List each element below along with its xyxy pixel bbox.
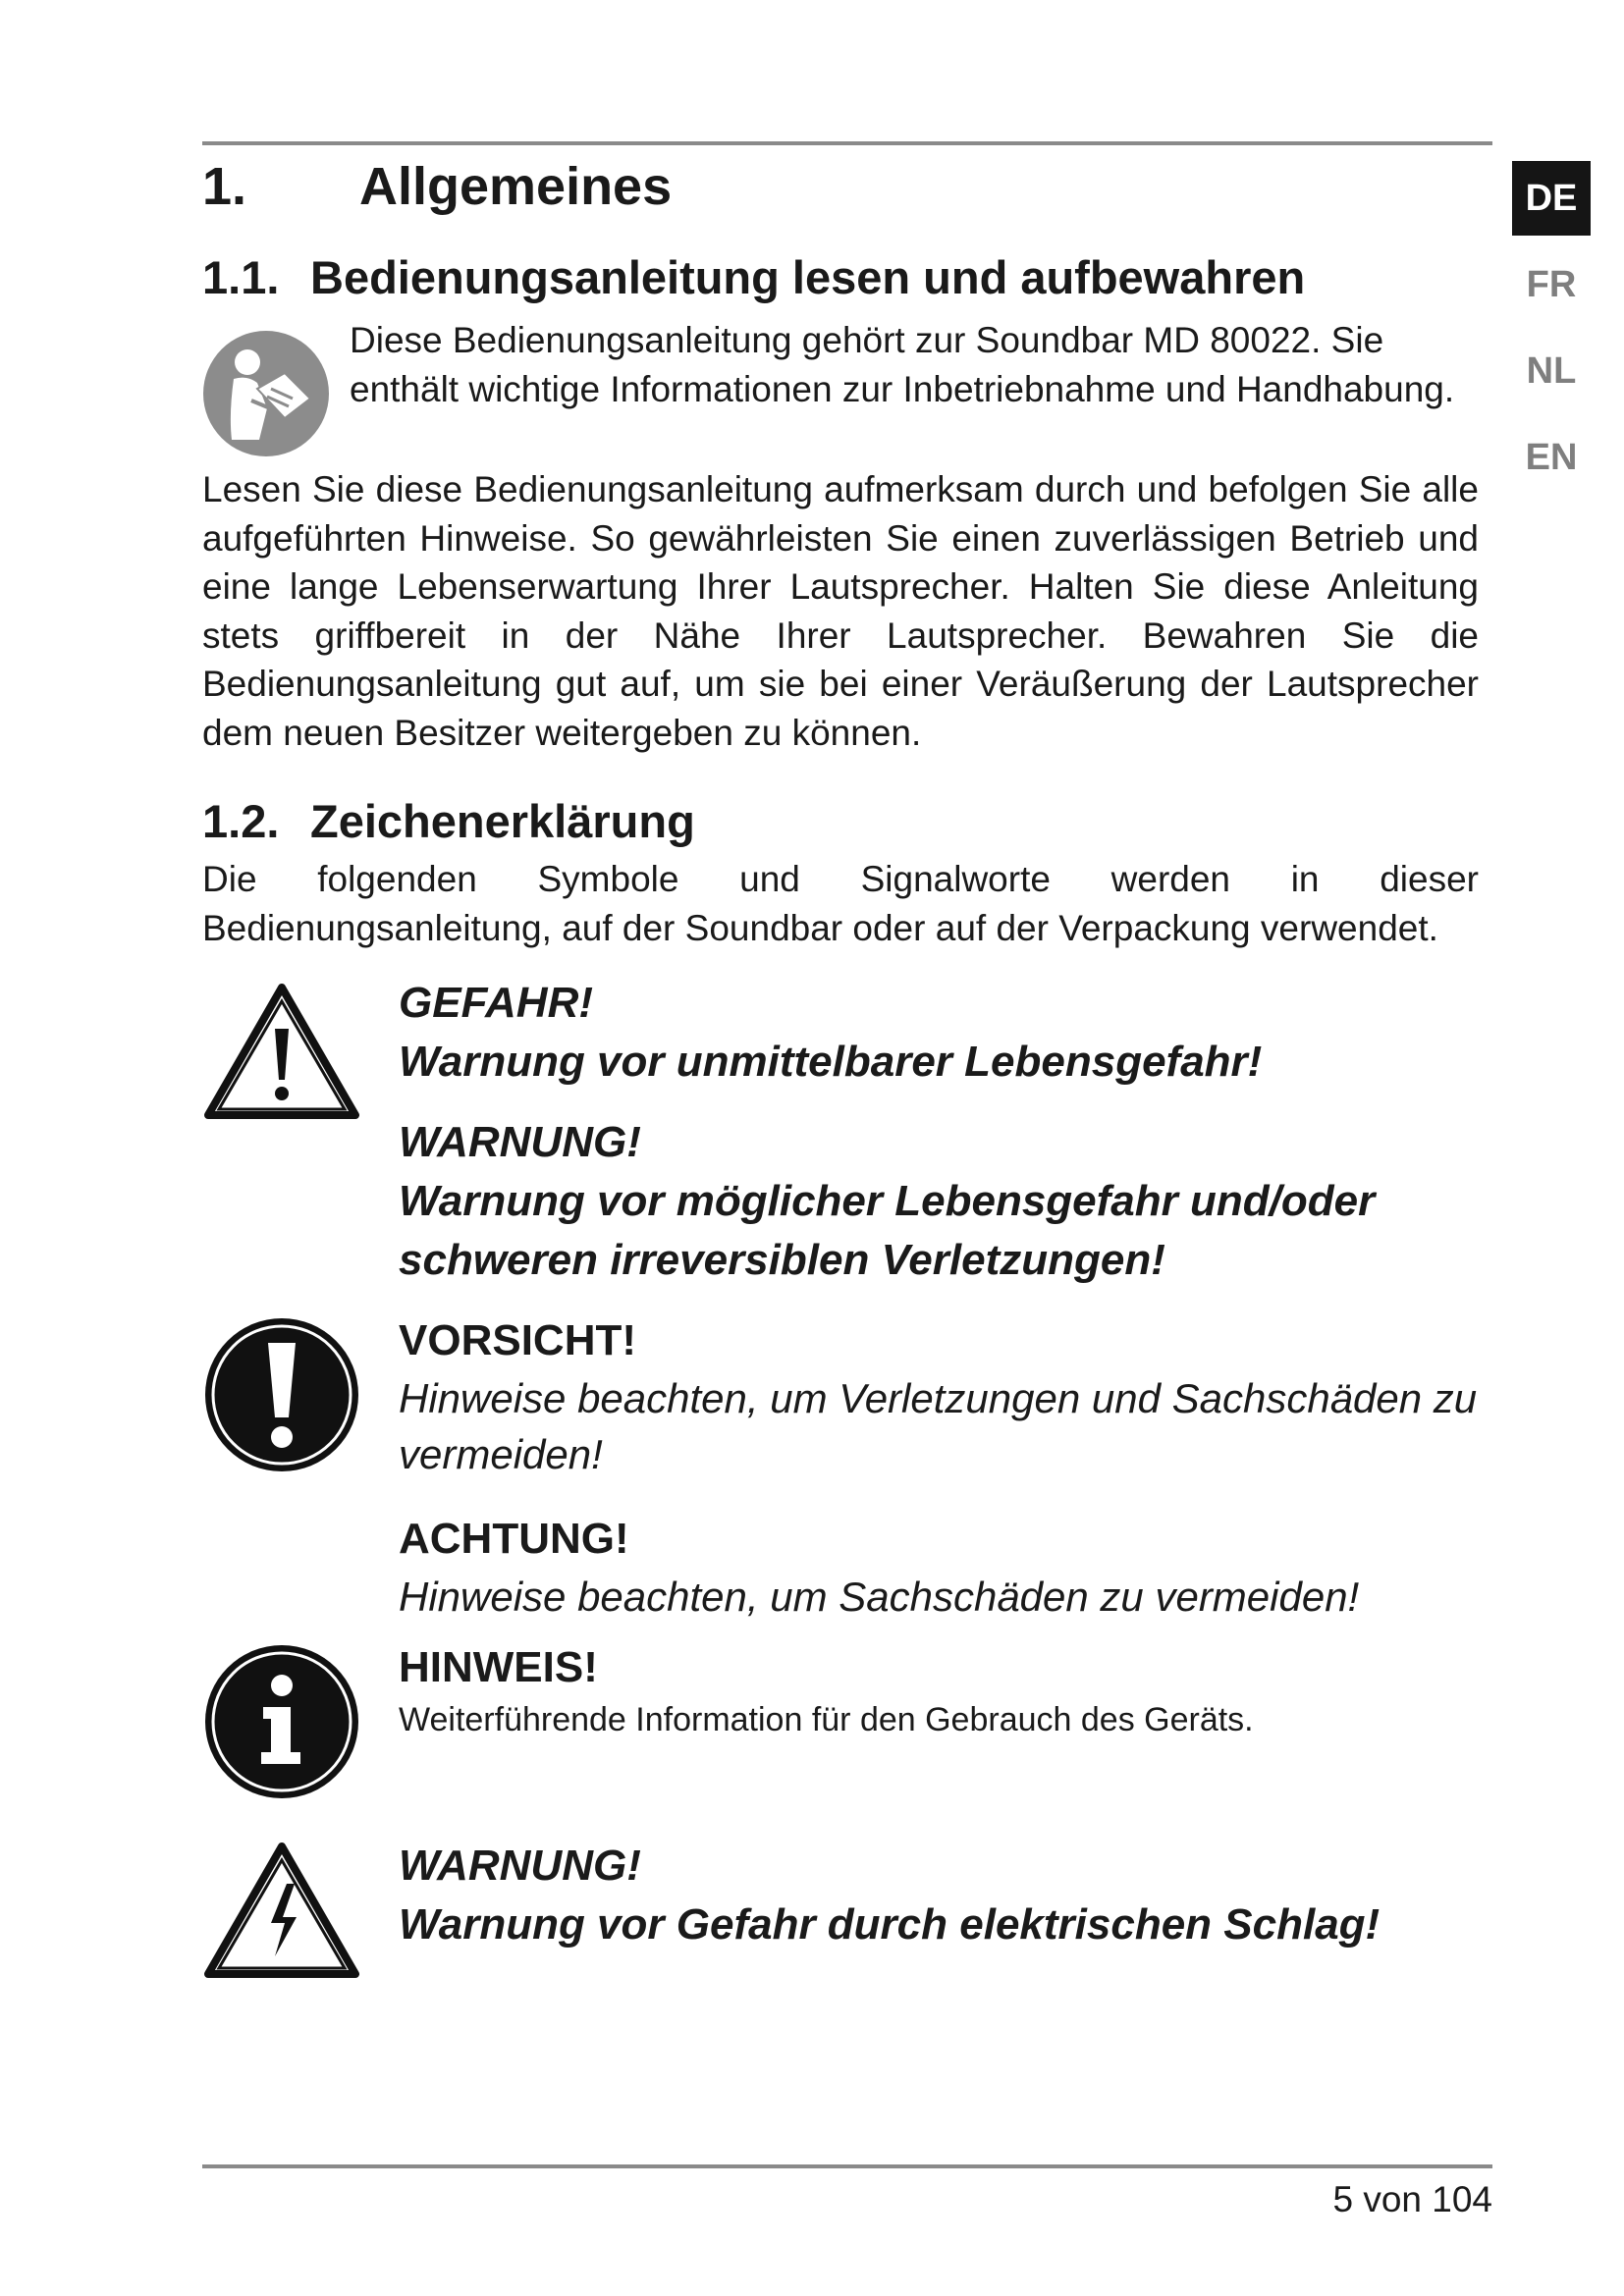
lang-tab-en[interactable]: EN (1525, 437, 1578, 478)
symbols-intro-text: Die folgenden Symbole und Signalworte werden in dieser Bedienungsanleitung, auf der Soundbar oder auf der Verpackung verwendet. (202, 859, 1479, 948)
signal-desc-vorsicht: Hinweise beachten, um Verletzungen und Sachschäden zu vermeiden! (399, 1375, 1478, 1477)
section-1-number: 1. (202, 157, 247, 216)
manual-intro-text: Diese Bedienungsanleitung gehört zur Soundbar MD 80022. Sie enthält wichtige Informationen zur Inbetriebnahme und Handhabung. (350, 320, 1455, 409)
exclamation-circle-icon (202, 1315, 361, 1474)
lang-tab-nl[interactable]: NL (1526, 350, 1577, 392)
info-circle-icon (202, 1642, 361, 1801)
symbol-entry-danger (202, 974, 1479, 1290)
page-content (202, 147, 1479, 1954)
bottom-rule (202, 2164, 1492, 2168)
manual-body-text: Lesen Sie diese Bedienungsanleitung aufmerksam durch und befolgen Sie alle aufgeführten Hinweise. So gewährleisten Sie einen zuverlässigen Betrieb und eine lange Lebenserwartung Ihrer Lautsprecher. Halten Sie diese Anleitung stets griffbereit in der Nähe Ihrer Lautsprecher. Bewahren Sie die Bedienungsanleitung gut auf, um sie bei einer Veräußerung der Lautsprecher dem neuen Besitzer weitergeben zu können. (202, 469, 1479, 753)
lang-tab-fr[interactable]: FR (1526, 264, 1577, 305)
section-1-title: Allgemeines (359, 157, 673, 216)
signal-word-vorsicht: VORSICHT! (399, 1316, 636, 1364)
section-1-1-heading (202, 243, 1479, 312)
signal-word-hinweis: HINWEIS! (399, 1643, 598, 1691)
signal-desc-warnung-electric: Warnung vor Gefahr durch elektrischen Schlag! (399, 1900, 1380, 1949)
electric-shock-triangle-icon (202, 1841, 361, 1982)
signal-word-warnung: WARNUNG! (399, 1118, 641, 1166)
symbol-entry-electric (202, 1837, 1479, 1954)
signal-word-warnung-electric: WARNUNG! (399, 1842, 641, 1890)
signal-word-achtung: ACHTUNG! (399, 1515, 629, 1563)
language-tabs (1512, 161, 1591, 507)
signal-desc-hinweis: Weiterführende Information für den Gebrauch des Geräts. (399, 1701, 1254, 1738)
section-1-2-number: 1.2. (202, 795, 280, 847)
signal-desc-achtung: Hinweise beachten, um Sachschäden zu vermeiden! (399, 1574, 1360, 1620)
lang-tab-de[interactable]: DE (1512, 161, 1591, 236)
section-1-heading (202, 147, 1479, 226)
signal-word-gefahr: GEFAHR! (399, 979, 593, 1027)
section-1-2-title: Zeichenerklärung (310, 795, 695, 847)
symbol-entry-note (202, 1638, 1479, 1835)
section-1-2-heading (202, 788, 1479, 855)
signal-desc-warnung: Warnung vor möglicher Lebensgefahr und/oder schweren irreversiblen Verletzungen! (399, 1177, 1376, 1284)
signal-desc-gefahr: Warnung vor unmittelbarer Lebensgefahr! (399, 1038, 1263, 1086)
warning-triangle-icon (202, 982, 361, 1123)
page-number: 5 von 104 (1332, 2179, 1492, 2219)
read-manual-icon (202, 330, 330, 457)
section-1-1-number: 1.1. (202, 251, 280, 303)
top-rule (202, 141, 1492, 145)
manual-intro (202, 316, 1479, 457)
symbol-entry-caution (202, 1311, 1479, 1625)
section-1-1-title: Bedienungsanleitung lesen und aufbewahren (310, 251, 1306, 303)
